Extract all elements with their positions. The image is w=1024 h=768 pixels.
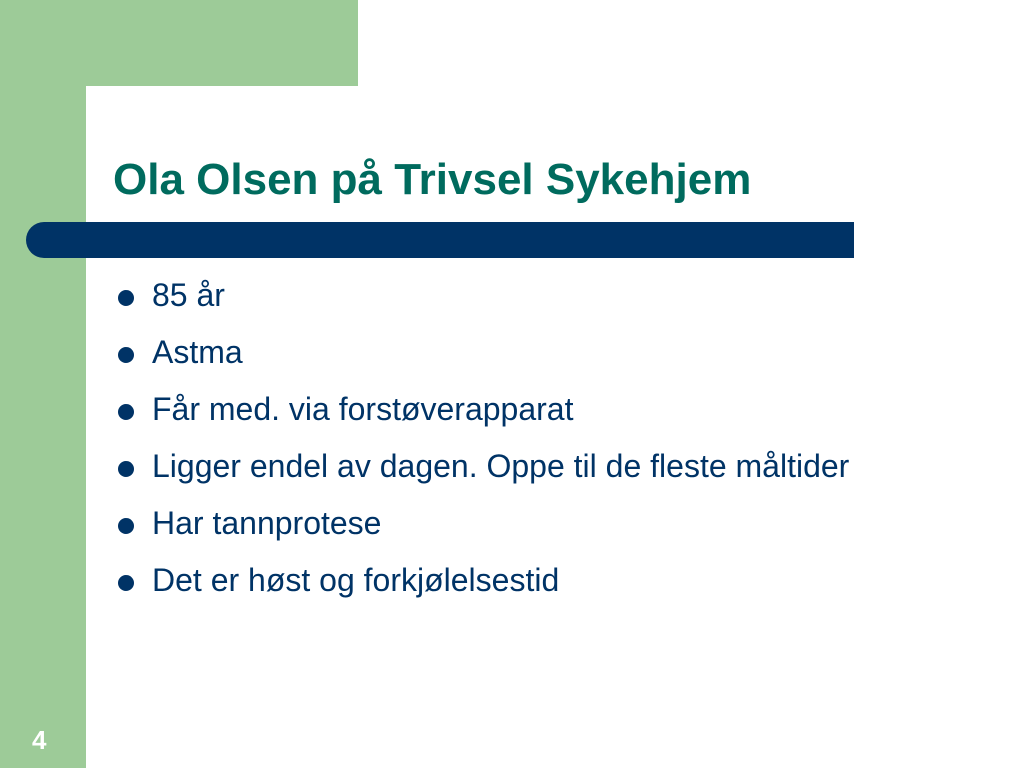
bullet-dot-icon <box>118 461 134 477</box>
bullet-text: Har tannprotese <box>152 505 382 541</box>
bullet-text: Det er høst og forkjølelsestid <box>152 562 560 598</box>
bullet-item <box>114 558 894 602</box>
bullet-dot-icon <box>118 518 134 534</box>
slide-number: 4 <box>32 725 47 755</box>
bullet-dot-icon <box>118 347 134 363</box>
bullet-item <box>114 273 894 317</box>
bullet-text: 85 år <box>152 277 225 313</box>
bullet-text: Ligger endel av dagen. Oppe til de fleste måltider <box>152 448 850 484</box>
bullet-item <box>114 444 894 488</box>
bullet-dot-icon <box>118 575 134 591</box>
title-underline-bar <box>26 222 854 258</box>
bullet-text: Får med. via forstøverapparat <box>152 391 574 427</box>
green-left-panel <box>0 0 86 768</box>
bullet-item <box>114 501 894 545</box>
bullet-dot-icon <box>118 290 134 306</box>
bullet-dot-icon <box>118 404 134 420</box>
slide-title: Ola Olsen på Trivsel Sykehjem <box>113 155 752 204</box>
bullet-text: Astma <box>152 334 243 370</box>
green-top-panel <box>0 0 358 86</box>
bullet-item <box>114 387 894 431</box>
bullet-item <box>114 330 894 374</box>
bullet-list <box>114 273 894 615</box>
